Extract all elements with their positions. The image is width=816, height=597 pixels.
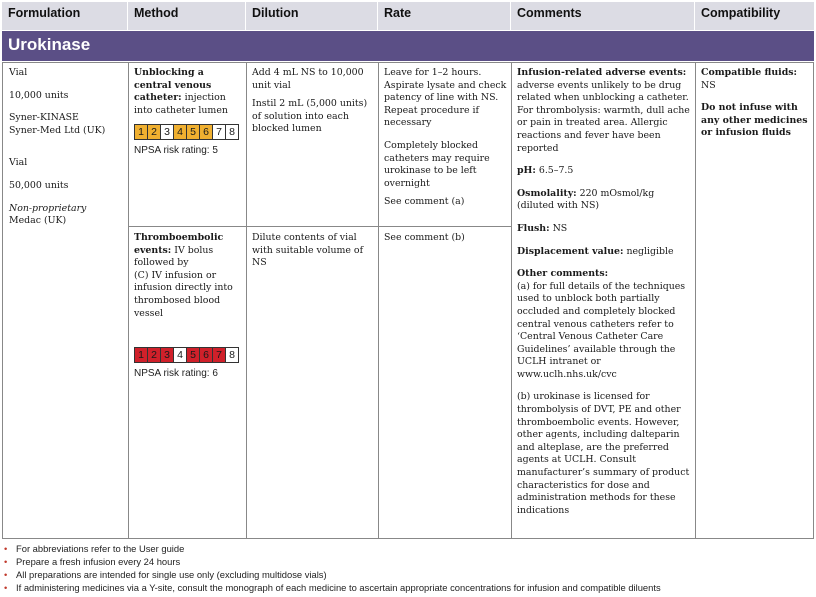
risk-box: 2: [147, 124, 161, 140]
adverse-events-label: Infusion-related adverse events:: [517, 67, 687, 78]
risk-box: 7: [212, 124, 226, 140]
rate-text: Completely blocked catheters may require urokinase to be left overnight: [384, 139, 490, 189]
header-formulation: Formulation: [2, 2, 128, 30]
footnotes: [4, 542, 812, 594]
risk-box: 3: [160, 347, 174, 363]
risk-box: 7: [212, 347, 226, 363]
risk-box: 6: [199, 347, 213, 363]
method-unblocking-title: Unblocking a central venous catheter:: [134, 67, 212, 104]
rate-text: See comment (b): [384, 232, 465, 243]
row-divider: [128, 226, 511, 227]
bullet-icon: •: [4, 556, 8, 567]
divider: [128, 62, 129, 539]
header-rate: Rate: [378, 2, 511, 30]
risk-box: 4: [173, 347, 187, 363]
method-thromboembolic-text-1: IV bolus followed by: [134, 244, 214, 269]
bullet-icon: •: [4, 582, 8, 593]
npsa-risk-scale: [134, 347, 242, 363]
divider: [511, 62, 512, 539]
risk-box: 5: [186, 124, 200, 140]
risk-box: 6: [199, 124, 213, 140]
comments-cell: [517, 67, 691, 517]
method-thromboembolic-title: Thromboembolic events:: [134, 232, 224, 256]
footnote-text: All preparations are intended for single use only (excluding multidose vials): [16, 569, 327, 580]
npsa-risk-label: NPSA risk rating: 5: [134, 145, 218, 157]
formulation-maker-1: Syner-Med Ltd (UK): [9, 124, 106, 136]
bullet-icon: •: [4, 569, 8, 580]
header-comments: Comments: [511, 2, 695, 30]
method-thromboembolic-text-2: (C) IV infusion or infusion directly into thrombosed blood vessel: [134, 269, 233, 319]
rate-thromboembolic-cell: [384, 232, 507, 245]
formulation-units-1: 10,000 units: [9, 89, 69, 101]
comment-a: (a) for full details of the techniques used to unblock both partially occluded and completely blocked central venous catheters refer to ‘Central Venous Catheter Care Guidelines’ available through the UCLH intranet or www.uclh.nhs.uk/cvc: [517, 280, 686, 380]
compatibility-warning: Do not infuse with any other medicines or infusion fluids: [701, 102, 808, 139]
osmolality-value: 220 mOsmol/kg (diluted with NS): [517, 187, 655, 212]
displacement-value: negligible: [626, 245, 674, 257]
footnote-item: [4, 542, 812, 555]
formulation-units-2: 50,000 units: [9, 179, 69, 191]
formulation-nonproprietary: Non-proprietary: [9, 202, 87, 214]
formulation-vial-2: Vial: [9, 157, 28, 169]
osmolality-label: Osmolality:: [517, 187, 577, 199]
method-thromboembolic-cell: [134, 232, 242, 381]
npsa-risk-label: NPSA risk rating: 6: [134, 368, 218, 380]
compatible-fluids-value: NS: [701, 79, 716, 91]
comment-b: (b) urokinase is licensed for thrombolysis of DVT, PE and other thromboembolic events. However, other agents, including dalteparin and alteplase, are the preferred agents at UCLH. Consult manufacturer’s summary of product characteristics for dose and administration methods for these indications: [517, 391, 690, 516]
drug-name-band: Urokinase: [2, 31, 814, 61]
dilution-text: Dilute contents of vial with suitable volume of NS: [252, 232, 364, 269]
bullet-icon: •: [4, 543, 8, 554]
formulation-cell: [9, 67, 124, 228]
footnote-item: [4, 568, 812, 581]
ph-value: 6.5–7.5: [538, 165, 574, 177]
risk-box: 3: [160, 124, 174, 140]
npsa-risk-scale: [134, 124, 242, 140]
rate-text: See comment (a): [384, 196, 465, 208]
header-method: Method: [128, 2, 246, 30]
displacement-label: Displacement value:: [517, 245, 624, 257]
footnote-text: For abbreviations refer to the User guide: [16, 543, 185, 554]
dilution-thromboembolic-cell: [252, 232, 374, 270]
other-comments-label: Other comments:: [517, 268, 609, 280]
method-unblocking-cell: [134, 67, 242, 158]
risk-box: 1: [134, 347, 148, 363]
flush-label: Flush:: [517, 222, 550, 234]
divider: [378, 62, 379, 539]
adverse-events-text: adverse events unlikely to be drug related when unblocking a catheter. For thrombolysis: warmth, dull ache or pain in treated area. Allergic reactions and fever have been reported: [517, 79, 690, 154]
risk-box: 8: [225, 124, 239, 140]
footnote-text: If administering medicines via a Y-site, consult the monograph of each medicine to ascertain appropriate concentrations for infusion and compatible diluents: [16, 582, 661, 593]
risk-box: 4: [173, 124, 187, 140]
header-dilution: Dilution: [246, 2, 378, 30]
footnote-item: [4, 555, 812, 568]
risk-box: 1: [134, 124, 148, 140]
divider: [246, 62, 247, 539]
risk-box: 5: [186, 347, 200, 363]
dilution-text: Add 4 mL NS to 10,000 unit vial: [252, 67, 364, 91]
rate-text: Leave for 1–2 hours. Aspirate lysate and check patency of line with NS. Repeat procedure if necessary: [384, 67, 507, 129]
rate-unblocking-cell: [384, 67, 507, 209]
header-compatibility: Compatibility: [695, 2, 814, 30]
flush-value: NS: [552, 222, 568, 234]
formulation-vial-1: Vial: [9, 67, 28, 78]
footnote-text: Prepare a fresh infusion every 24 hours: [16, 556, 181, 567]
compatibility-cell: [701, 67, 809, 140]
dilution-text: Instil 2 mL (5,000 units) of solution into each blocked lumen: [252, 98, 368, 135]
risk-box: 8: [225, 347, 239, 363]
ph-label: pH:: [517, 165, 536, 177]
formulation-maker-2: Medac (UK): [9, 215, 67, 227]
dilution-unblocking-cell: [252, 67, 374, 136]
risk-box: 2: [147, 347, 161, 363]
footnote-item: [4, 581, 812, 594]
compatible-fluids-label: Compatible fluids:: [701, 67, 797, 78]
formulation-brand-1: Syner-KINASE: [9, 112, 79, 124]
divider: [695, 62, 696, 539]
method-unblocking-text: injection into catheter lumen: [134, 92, 228, 116]
